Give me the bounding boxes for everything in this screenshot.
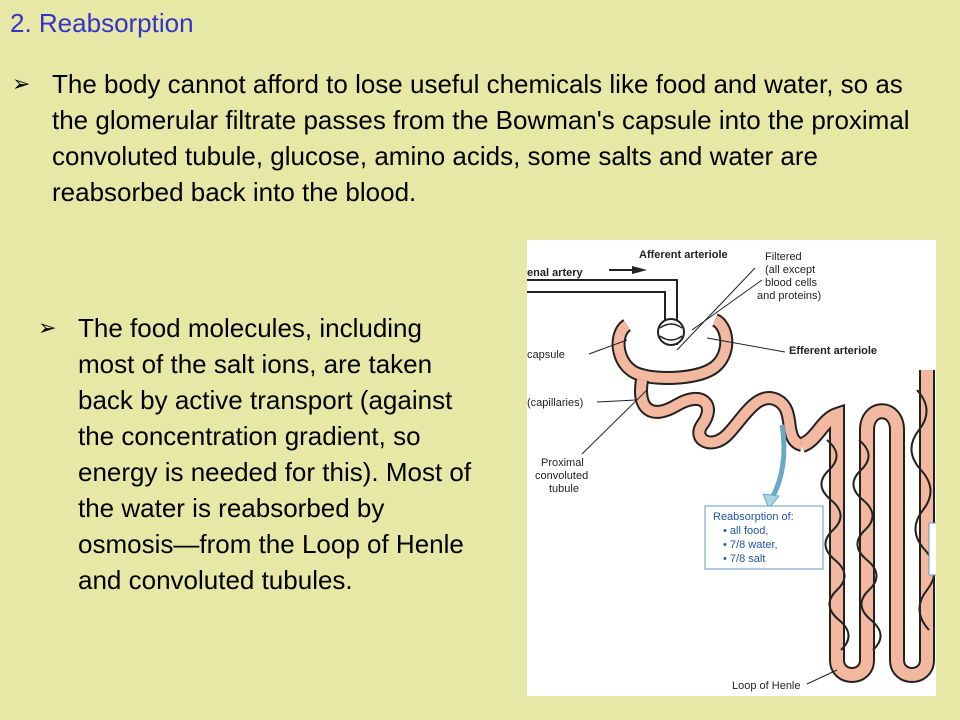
bullet-text: The body cannot afford to lose useful chemicals like food and water, so as the glomerular filtrate passes from the Bowman's capsule into the proximal convoluted tubule, glucose, amino acids, some salts and water are reabsorbed back into the blood. [52, 69, 910, 207]
callout-item: • all food, [723, 525, 769, 537]
arrow-bullet-icon: ➢ [38, 315, 57, 340]
label-filtered: (all except [765, 264, 816, 276]
label-capsule: capsule [527, 349, 565, 361]
pointer-line [582, 390, 647, 454]
label-renal-artery: enal artery [527, 267, 583, 279]
label-proximal: convoluted [535, 470, 589, 482]
nephron-diagram [527, 240, 936, 696]
arrow-bullet-icon: ➢ [12, 71, 31, 96]
callout-title: Reabsorption of: [713, 511, 794, 523]
pointer-line [597, 400, 637, 402]
label-proximal: Proximal [541, 457, 584, 469]
callout-item: • 7/8 water, [723, 539, 778, 551]
bullet-text: The food molecules, including most of the salt ions, are taken back by active transport (against the concentration gradient, so energy is needed for this). Most of the water is reabsorbed by osmosis—from the Loop of Henle and convoluted tubules. [78, 313, 472, 595]
afferent-vessel-inner [527, 292, 665, 335]
label-afferent-arteriole: Afferent arteriole [639, 249, 728, 261]
label-loop-of-henle: Loop of Henle [732, 680, 801, 692]
label-filtered: Filtered [765, 251, 802, 263]
bullet-active-transport [38, 310, 478, 598]
reabsorption-arrow [772, 425, 784, 498]
pointer-line [807, 670, 837, 684]
bullet-reabsorption-intro [12, 66, 942, 210]
callout-item: • 7/8 salt [723, 553, 766, 565]
proximal-tubule [641, 380, 802, 445]
label-efferent-arteriole: Efferent arteriole [789, 345, 878, 357]
afferent-vessel-outer [527, 280, 677, 345]
partial-callout [929, 523, 936, 575]
nephron-svg [527, 240, 936, 696]
label-capillaries: (capillaries) [527, 397, 584, 409]
pointer-line [677, 268, 755, 350]
label-filtered: and proteins) [757, 290, 822, 302]
slide-title: 2. Reabsorption [10, 8, 194, 38]
label-filtered: blood cells [765, 277, 817, 289]
glomerulus [658, 319, 684, 345]
label-proximal: tubule [549, 483, 579, 495]
